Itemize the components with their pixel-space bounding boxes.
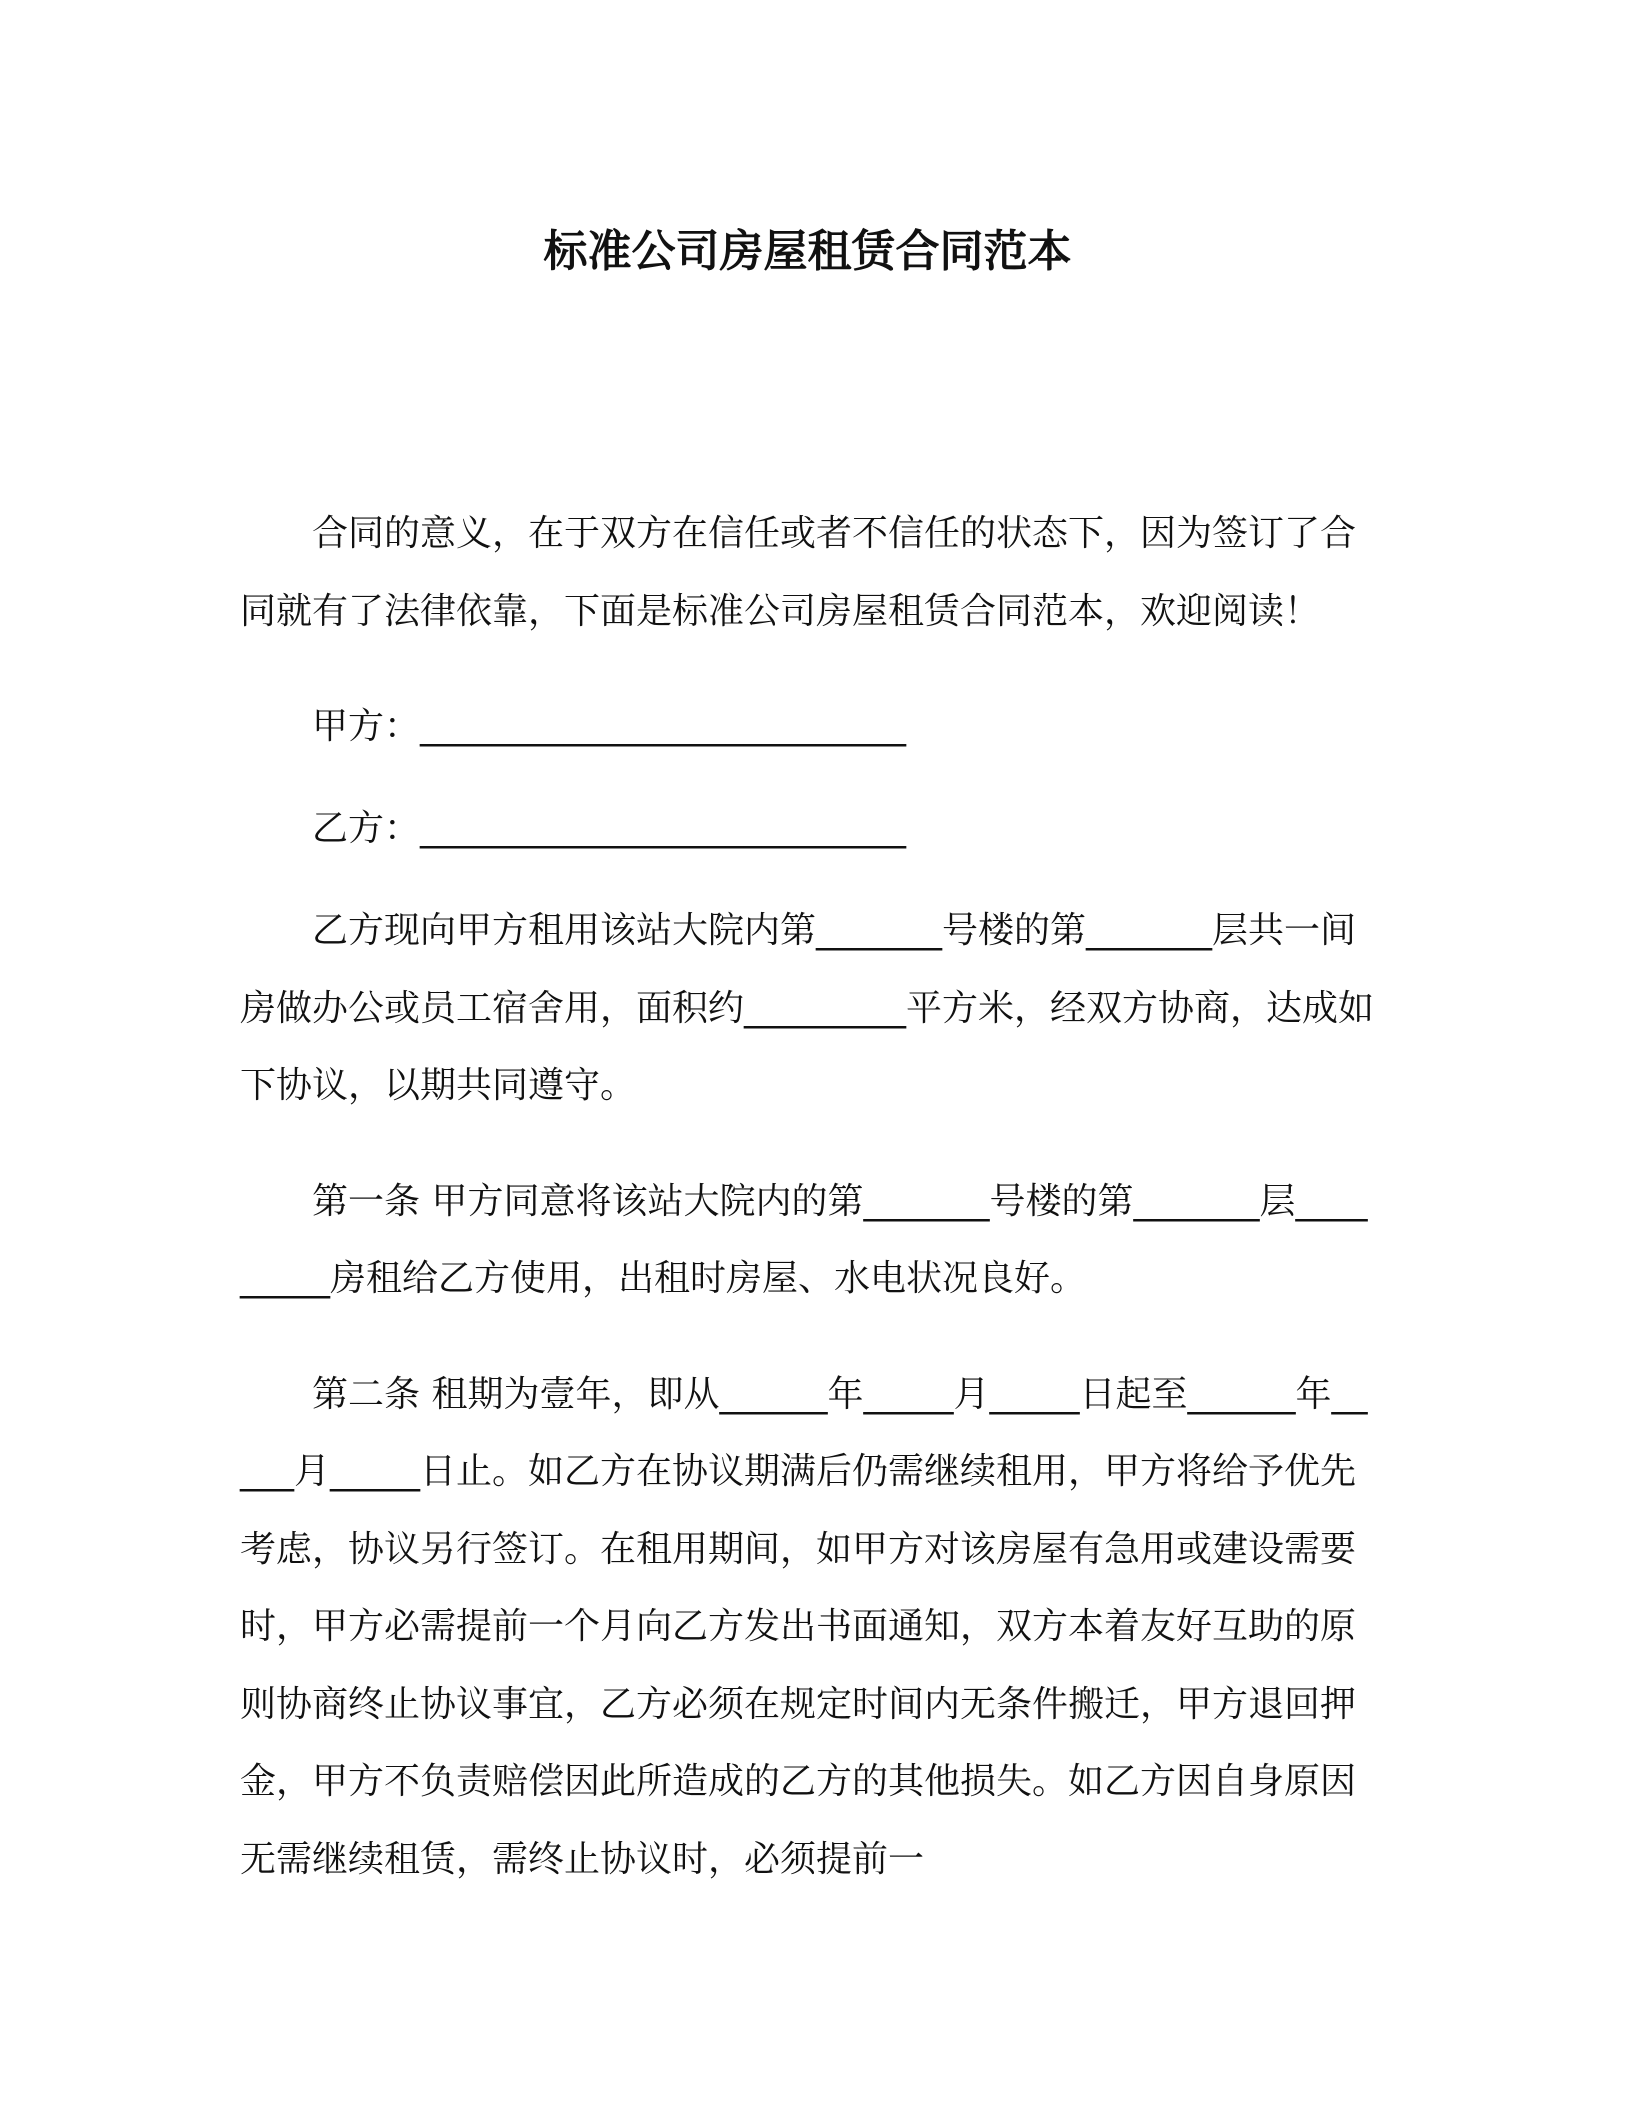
party-a-line: 甲方：___________________________ [312,706,907,747]
document-page [240,0,1375,2112]
lease-description-paragraph: 乙方现向甲方租用该站大院内第_______号楼的第_______层共一间房做办公或员工宿舍用，面积约_________平方米，经双方协商，达成如下协议，以期共同遵守。 [240,910,1375,1106]
article-one-paragraph: 第一条 甲方同意将该站大院内的第_______号楼的第_______层_________房租给乙方使用，出租时房屋、水电状况良好。 [240,1180,1368,1299]
article-two-paragraph: 第二条 租期为壹年，即从______年_____月_____日起至______年_____月_____日止。如乙方在协议期满后仍需继续租用，甲方将给予优先考虑，协议另行签订。在租用期间，如甲方对该房屋有急用或建设需要时，甲方必需提前一个月向乙方发出书面通知，双方本着友好互助的原则协商终止协议事宜，乙方必须在规定时间内无条件搬迁，甲方退回押金，甲方不负责赔偿因此所造成的乙方的其他损失。如乙方因自身原因无需继续租赁，需终止协议时，必须提前一 [240,1373,1368,1880]
document-title: 标准公司房屋租赁合同范本 [543,226,1072,277]
intro-paragraph: 合同的意义，在于双方在信任或者不信任的状态下，因为签订了合同就有了法律依靠，下面是标准公司房屋租赁合同范本，欢迎阅读！ [240,513,1357,632]
document-body [240,495,1375,1936]
party-b-line: 乙方：___________________________ [312,808,907,849]
